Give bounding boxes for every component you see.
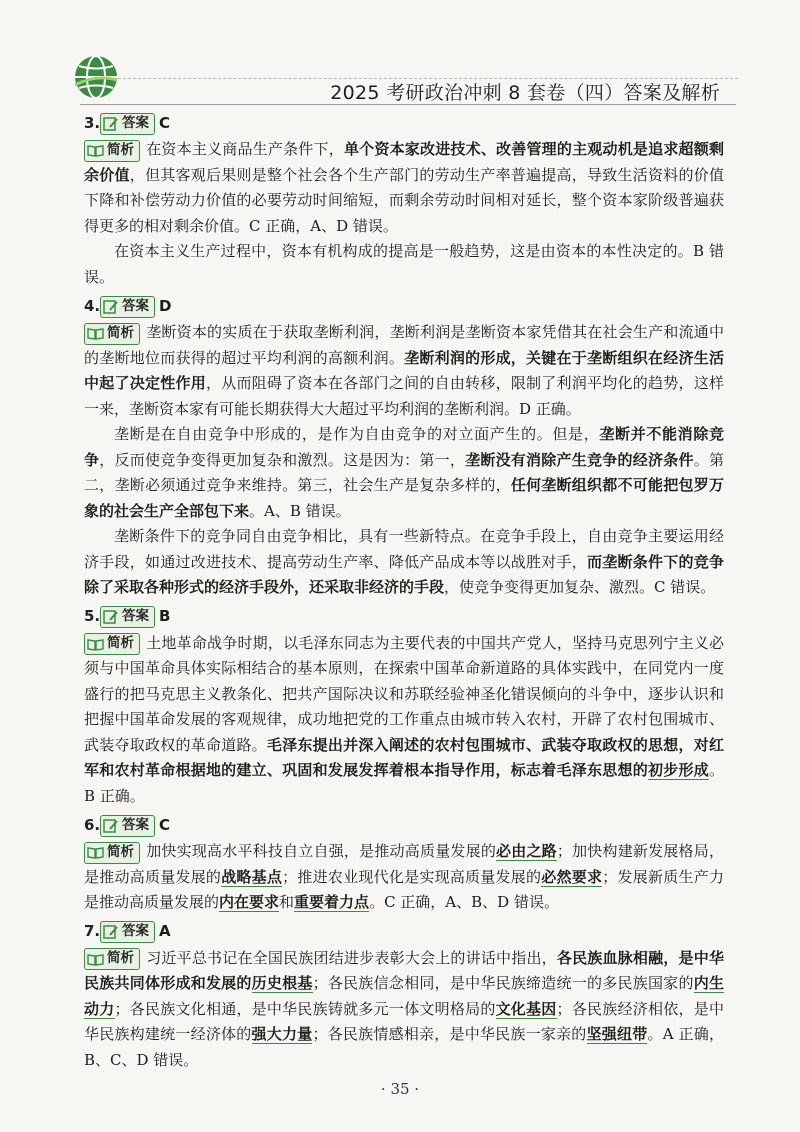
analysis-paragraph bbox=[84, 946, 724, 1074]
text-segment: ；各民族信念相同，是中华民族缔造统一的多民族国家的 bbox=[312, 974, 694, 992]
explanation-paragraph bbox=[84, 422, 724, 524]
answer-tag bbox=[100, 815, 155, 837]
answer-tag-label: 答案 bbox=[122, 923, 149, 940]
underlined-key-term: 内生动力 bbox=[84, 974, 724, 1018]
text-segment: ；各民族经济相依，是中华民族构建统一经济体的 bbox=[84, 999, 724, 1043]
question-3 bbox=[84, 110, 724, 290]
underlined-key-term: 战略基点 bbox=[221, 867, 283, 886]
text-segment: 。第二，垄断必须通过竞争来维持。第三，社会生产是复杂多样的， bbox=[84, 450, 724, 494]
question-4 bbox=[84, 293, 724, 601]
question-number: 7. bbox=[84, 922, 101, 941]
text-segment: 和 bbox=[279, 893, 295, 911]
answer-letter: D bbox=[159, 296, 172, 315]
answer-line bbox=[84, 110, 724, 137]
underlined-key-term: 必由之路 bbox=[496, 842, 557, 860]
pencil-icon bbox=[103, 300, 119, 314]
text-segment: 。A、B 错误。 bbox=[249, 501, 351, 520]
analysis-paragraph bbox=[84, 137, 724, 239]
text-segment: 土地革命战争时期，以毛泽东同志为主要代表的中国共产党人，坚持马克思列宁主义必须与中国革命具体实际相结合的基本原则，在探索中国革命新道路的具体实践中，在同党内一度盛行的把马克思主义教条化、把共产国际决议和苏联经验神圣化错误倾向的斗争中，逐步认识和把握中国革命发展的客观规律，成功地把党的工作重点由城市转入农村，开辟了农村包围城市、武装夺取政权的革命道路。 bbox=[84, 633, 724, 754]
text-segment: ；加快构建新发展格局，是推动高质量发展的 bbox=[84, 842, 724, 886]
answer-content bbox=[84, 110, 724, 1076]
explanation-paragraph: 在资本主义生产过程中，资本有机构成的提高是一般趋势，这是由资本的本性决定的。B 错误。 bbox=[84, 242, 724, 286]
page-header bbox=[0, 0, 800, 110]
answer-tag-label: 答案 bbox=[122, 297, 149, 314]
answer-letter: C bbox=[159, 815, 171, 834]
question-number: 5. bbox=[84, 607, 101, 626]
analysis-tag bbox=[84, 323, 140, 345]
question-number: 3. bbox=[84, 113, 101, 132]
answer-tag bbox=[100, 113, 155, 135]
text-segment: ，使竞争变得更加复杂、激烈。C 错误。 bbox=[444, 578, 716, 596]
analysis-tag bbox=[84, 633, 140, 655]
book-icon bbox=[87, 846, 104, 859]
text-segment: ，从而阻碍了资本在各部门之间的自由转移，限制了利润平均化的趋势，这样一来，垄断资本家有可能长期获得大大超过平均利润的垄断利润。D 正确。 bbox=[84, 374, 724, 418]
underlined-key-term: 文化基因 bbox=[495, 999, 557, 1018]
key-point: 垄断利润的形成，关键在于垄断组织在经济生活中起了决定性作用 bbox=[84, 348, 724, 392]
header-title: 2025 考研政治冲刺 8 套卷（四）答案及解析 bbox=[330, 82, 720, 104]
answer-line bbox=[84, 293, 724, 320]
text-segment: ；各民族情感相亲，是中华民族一家亲的 bbox=[312, 1025, 587, 1043]
text-segment: 垄断条件下的竞争同自由竞争相比，具有一些新特点。在竞争手段上，自由竞争主要运用经济手段，如通过改进技术、提高劳动生产率、降低产品成本等以战胜对手， bbox=[84, 527, 724, 571]
analysis-paragraph bbox=[84, 839, 724, 916]
key-point: 垄断并不能消除竞争 bbox=[84, 425, 724, 469]
pencil-icon bbox=[103, 117, 119, 131]
answer-letter: C bbox=[159, 113, 171, 132]
answer-line bbox=[84, 812, 724, 839]
text-segment: ，反而使竞争变得更加复杂和激烈。这是因为：第一， bbox=[99, 450, 466, 469]
underlined-key-term: 重要着力点 bbox=[294, 893, 370, 911]
answer-line bbox=[84, 919, 724, 946]
question-number: 4. bbox=[84, 296, 101, 315]
globe-logo-icon bbox=[73, 54, 119, 100]
key-point: 毛泽东提出并深入阐述的农村包围城市、武装夺取政权的思想，对红军和农村革命根据地的建立、巩固和发展发挥着根本指导作用，标志着毛泽东思想的 bbox=[84, 735, 724, 779]
analysis-tag bbox=[84, 842, 140, 864]
underlined-key-term: 初步形成 bbox=[648, 761, 709, 779]
analysis-tag-label: 简析 bbox=[107, 324, 134, 341]
question-number: 6. bbox=[84, 815, 101, 834]
header-divider bbox=[80, 104, 736, 105]
analysis-tag-label: 简析 bbox=[107, 843, 134, 860]
text-segment: ；推进农业现代化是实现高质量发展的 bbox=[282, 867, 542, 886]
text-segment: 在资本主义商品生产条件下， bbox=[146, 140, 344, 158]
question-7 bbox=[84, 919, 724, 1074]
underlined-key-term: 必然要求 bbox=[541, 867, 603, 886]
underlined-key-term: 强大力量 bbox=[251, 1025, 313, 1043]
question-6 bbox=[84, 812, 724, 916]
pencil-icon bbox=[103, 610, 119, 624]
text-segment: 习近平总书记在全国民族团结进步表彰大会上的讲话中指出， bbox=[146, 948, 557, 967]
analysis-paragraph bbox=[84, 631, 724, 810]
key-point: 垄断没有消除产生竞争的经济条件 bbox=[465, 450, 694, 469]
pencil-icon bbox=[103, 819, 119, 833]
text-segment: 。B 正确。 bbox=[84, 761, 724, 805]
text-segment: ，但其客观后果则是整个社会各个生产部门的劳动生产率普遍提高，导致生活资料的价值下降和补偿劳动力价值的必要劳动时间缩短，而剩余劳动时间相对延长，整个资本家阶级普遍获得更多的相对剩余价值。C 正确，A、D 错误。 bbox=[84, 165, 724, 235]
analysis-paragraph bbox=[84, 320, 724, 422]
underlined-key-term: 坚强纽带 bbox=[586, 1025, 648, 1043]
explanation-paragraph bbox=[84, 524, 724, 601]
analysis-tag bbox=[84, 140, 140, 162]
answer-tag bbox=[100, 606, 155, 628]
answer-tag-label: 答案 bbox=[122, 608, 149, 625]
answer-tag bbox=[100, 921, 155, 943]
key-point: 而垄断条件下的竞争除了采取各种形式的经济手段外，还采取非经济的手段 bbox=[84, 552, 724, 596]
text-segment: 垄断是在自由竞争中形成的，是作为自由竞争的对立面产生的。但是， bbox=[114, 425, 600, 443]
key-point: 各民族血脉相融，是中华民族共同体形成和发展的 bbox=[84, 948, 724, 992]
answer-letter: B bbox=[159, 607, 171, 626]
text-segment: 。C 正确，A、B、D 错误。 bbox=[369, 893, 559, 911]
book-icon bbox=[87, 327, 104, 340]
book-icon bbox=[87, 144, 104, 157]
text-segment: 加快实现高水平科技自立自强，是推动高质量发展的 bbox=[146, 842, 497, 860]
text-segment: ；发展新质生产力是推动高质量发展的 bbox=[84, 867, 724, 911]
key-point: 任何垄断组织都不可能把包罗万象的社会生产全部包下来 bbox=[84, 476, 724, 520]
book-icon bbox=[87, 638, 104, 651]
answer-tag-label: 答案 bbox=[122, 816, 149, 833]
underlined-key-term: 内在要求 bbox=[219, 893, 280, 911]
underlined-key-term: 历史根基 bbox=[251, 974, 313, 992]
answer-tag-label: 答案 bbox=[122, 114, 149, 131]
key-point: 单个资本家改进技术、改善管理的主观动机是追求超额剩余价值 bbox=[84, 140, 724, 184]
analysis-tag bbox=[84, 948, 140, 970]
page-number: · 35 · bbox=[380, 1080, 420, 1098]
book-icon bbox=[87, 953, 104, 966]
question-5 bbox=[84, 604, 724, 810]
answer-letter: A bbox=[159, 922, 171, 941]
answer-tag bbox=[100, 296, 155, 318]
analysis-tag-label: 简析 bbox=[107, 635, 134, 652]
answer-line bbox=[84, 604, 724, 631]
text-segment: 垄断资本的实质在于获取垄断利润，垄断利润是垄断资本家凭借其在社会生产和流通中的垄断地位而获得的超过平均利润的高额利润。 bbox=[84, 323, 724, 367]
analysis-tag-label: 简析 bbox=[107, 141, 134, 158]
analysis-tag-label: 简析 bbox=[107, 950, 134, 967]
pencil-icon bbox=[103, 925, 119, 939]
text-segment: 。A 正确，B、C、D 错误。 bbox=[84, 1025, 724, 1069]
text-segment: ；各民族文化相通，是中华民族铸就多元一体文明格局的 bbox=[114, 999, 496, 1018]
